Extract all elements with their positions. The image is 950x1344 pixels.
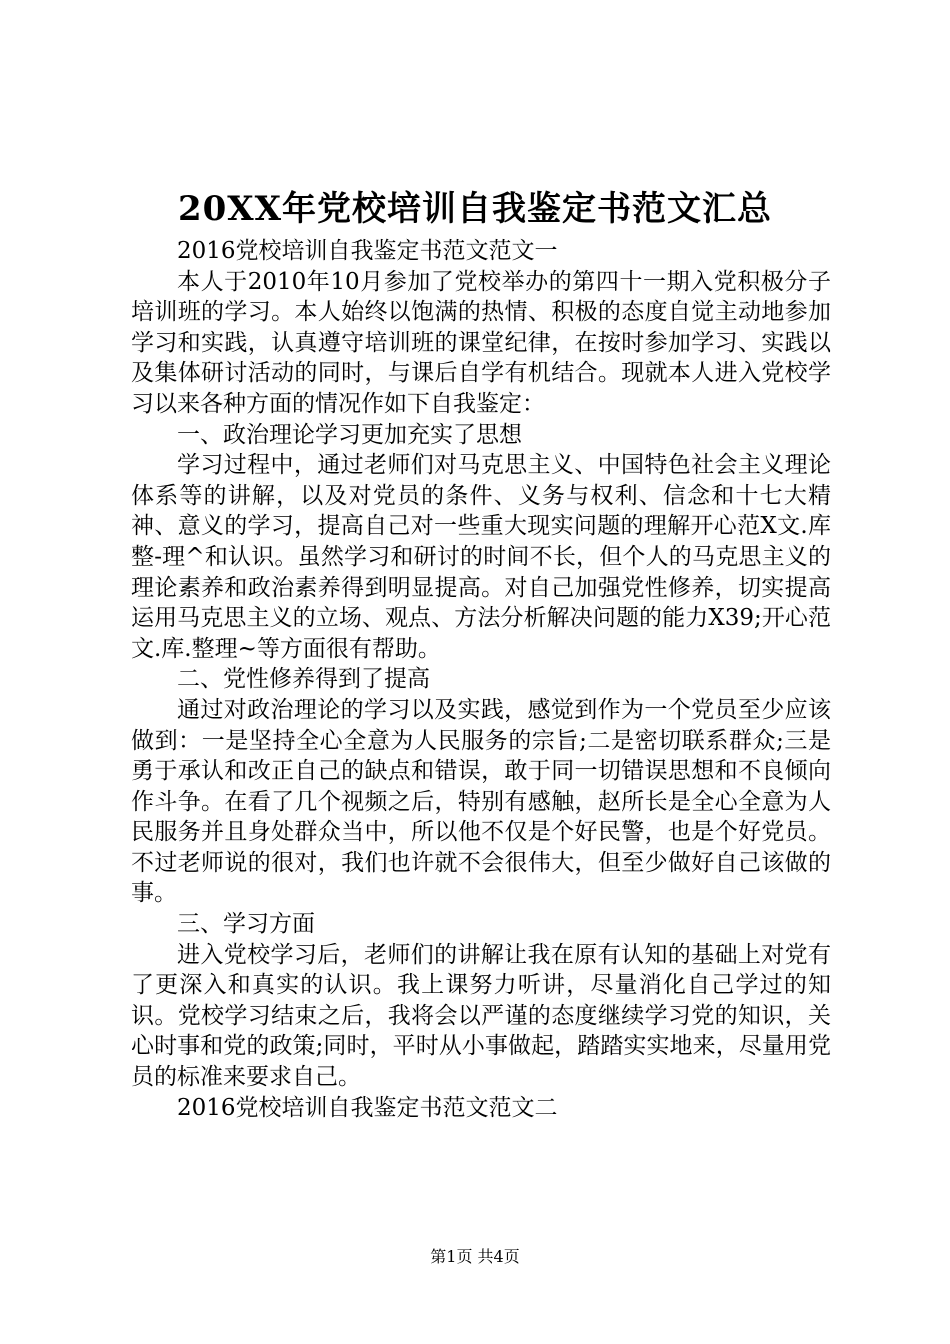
section-heading-political-theory: 一、政治理论学习更加充实了思想 [177,421,522,448]
page-number-footer: 第1页 共4页 [430,1247,520,1266]
body-paragraph: 本人于2010年10月参加了党校举办的第四十一期入党积极分子培训班的学习。本人始终以饱满的热情、积极的态度自觉主动地参加学习和实践，认真遵守培训班的课堂纪律，在按时参加学习、实践以及集体研讨活动的同时，与课后自学有机结合。现就本人进入党校学习以来各种方面的情况作如下自我鉴定： [131,268,831,417]
document-body [131,236,831,1123]
section-heading-sample-one: 2016党校培训自我鉴定书范文范文一 [177,238,558,264]
section-heading-study: 三、学习方面 [177,911,315,938]
body-paragraph: 进入党校学习后，老师们的讲解让我在原有认知的基础上对党有了更深入和真实的认识。我上课努力听讲，尽量消化自己学过的知识。党校学习结束之后，我将会以严谨的态度继续学习党的知识，关心时事和党的政策;同时，平时从小事做起，踏踏实实地来，尽量用党员的标准来要求自己。 [131,941,831,1091]
document-title: 20XX年党校培训自我鉴定书范文汇总 [177,189,773,229]
section-heading-sample-two: 2016党校培训自我鉴定书范文范文二 [177,1094,558,1121]
body-paragraph: 学习过程中，通过老师们对马克思主义、中国特色社会主义理论体系等的讲解，以及对党员的条件、义务与权利、信念和十七大精神、意义的学习，提高自己对一些重大现实问题的理解开心范X文.库整-理^和认识。虽然学习和研讨的时间不长，但个人的马克思主义的理论素养和政治素养得到明显提高。对自己加强党性修养，切实提高运用马克思主义的立场、观点、方法分析解决问题的能力X39;开心范文.库.整理~等方面很有帮助。 [131,452,831,662]
section-heading-party-spirit: 二、党性修养得到了提高 [177,666,430,693]
body-paragraph: 通过对政治理论的学习以及实践，感觉到作为一个党员至少应该做到：一是坚持全心全意为人民服务的宗旨;二是密切联系群众;三是勇于承认和改正自己的缺点和错误，敢于同一切错误思想和不良倾向作斗争。在看了几个视频之后，特别有感触，赵所长是全心全意为人民服务并且身处群众当中，所以他不仅是个好民警，也是个好党员。不过老师说的很对，我们也许就不会很伟大，但至少做好自己该做的事。 [131,696,831,907]
